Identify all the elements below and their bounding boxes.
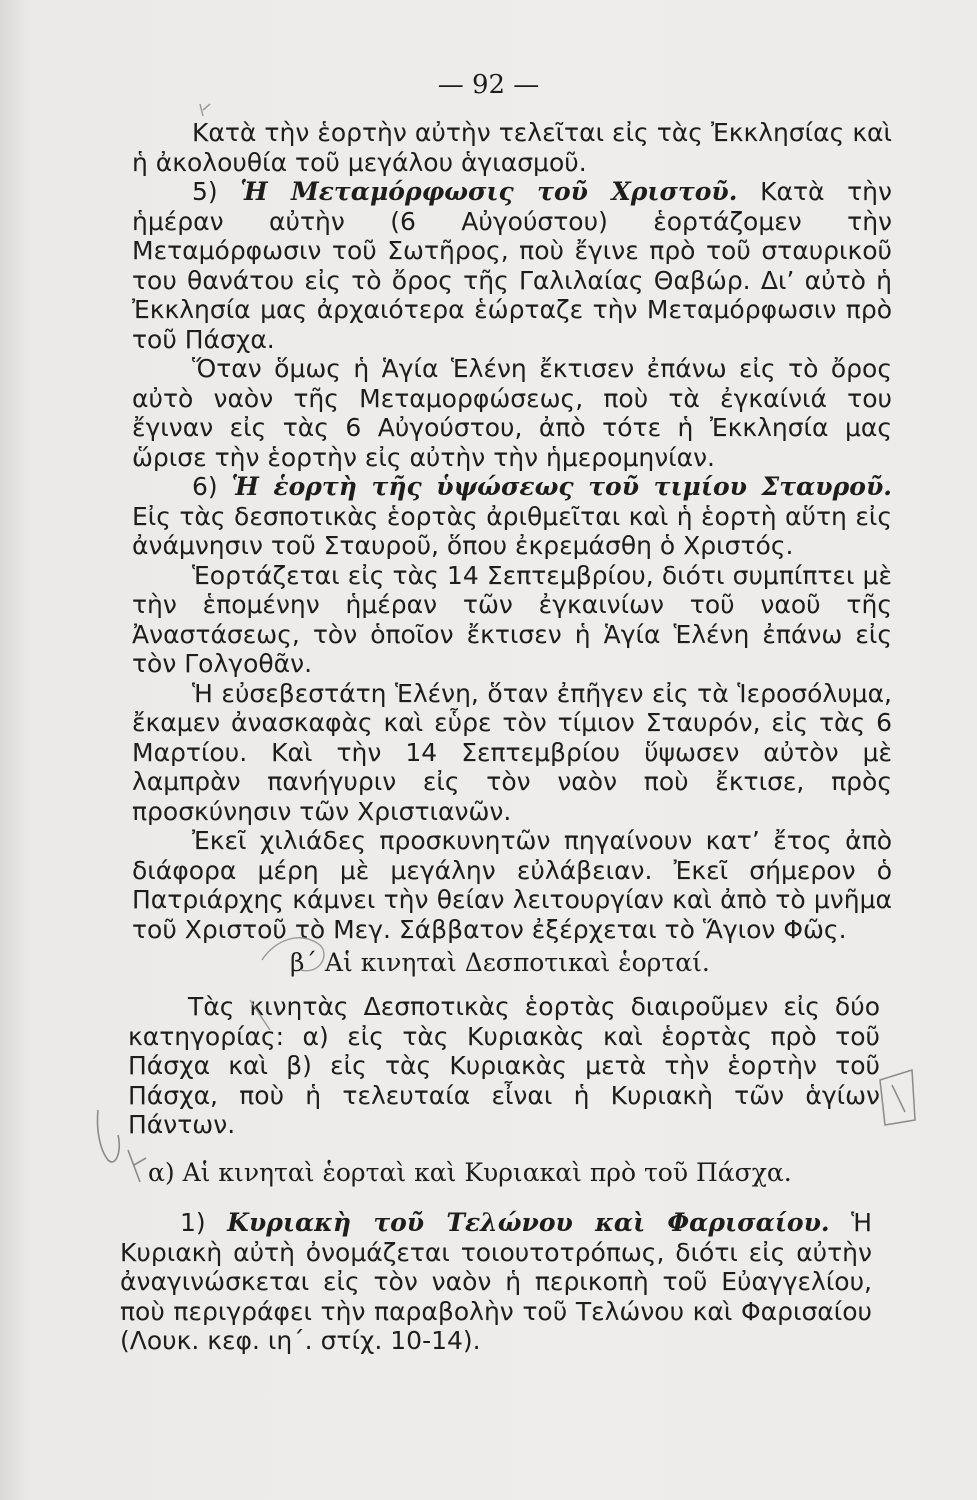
- section-b-heading: β΄ Αἱ κινηταὶ Δεσποτικαὶ ἑορταί.: [290, 948, 710, 977]
- paragraph-5: Ἑορτάζεται εἰς τὰς 14 Σεπτεμβρίου, διότι συμπίπτει μὲ τὴν ἑπομένην ἡμέραν τῶν ἐγκαινίων τοῦ ναοῦ τῆς Ἀναστάσεως, τὸν ὁποῖον ἔκτισεν ἡ Ἁγία Ἑλένη ἐπάνω εἰς τὸν Γολγοθᾶν.: [132, 560, 892, 678]
- paragraph-6: Ἡ εὐσεβεστάτη Ἑλένη, ὅταν ἐπῆγεν εἰς τὰ Ἱεροσόλυμα, ἔκαμεν ἀνασκαφὰς καὶ εὗρε τὸν τίμιον Σταυρόν, εἰς τὰς 6 Μαρτίου. Καὶ τὴν 14 Σεπτεμβρίου ὕψωσεν αὐτὸν μὲ λαμπρὰν πανήγυριν εἰς τὸν ναὸν ποὺ ἔκτισε, πρὸς προσκύνησιν τῶν Χριστιανῶν.: [132, 678, 892, 826]
- paragraph-body: Εἰς τὰς δεσποτικὰς ἑορτὰς ἀριθμεῖται καὶ ἡ ἑορτὴ αὕτη εἰς ἀνάμνησιν τοῦ Σταυροῦ, ὅπου ἐκρεμάσθη ὁ Χριστός.: [132, 501, 892, 560]
- paragraph-body: Ἡ Κυριακὴ αὐτὴ ὀνομάζεται τοιουτοτρόπως, διότι εἰς αὐτὴν ἀναγινώσκεται εἰς τὸν ναὸν ἡ περικοπὴ τοῦ Εὐαγγελίου, ποὺ περιγράφει τὴν παραβολὴν τοῦ Τελώνου καὶ Φαρισαίου (Λουκ. κεφ. ιη΄. στίχ. 10-14).: [120, 1208, 872, 1355]
- item-label: 1): [180, 1208, 228, 1237]
- paragraph-body: Κατὰ τὴν ἡμέραν αὐτὴν (6 Αὐγούστου) ἑορτάζομεν τὴν Μεταμόρφωσιν τοῦ Σωτῆρος, ποὺ ἔγινε πρὸ τοῦ σταυρικοῦ του θανάτου εἰς τὸ ὄρος τῆς Γαλιλαίας Θαβώρ. Δι’ αὐτὸ ἡ Ἐκκλησία μας ἀρχαιότερα ἑώρταζε τὴν Μεταμόρφωσιν πρὸ τοῦ Πάσχα.: [132, 177, 892, 354]
- pencil-mark-top: [200, 104, 210, 116]
- section-a-heading-block: [148, 1158, 888, 1188]
- paragraph-title: Ἡ Μεταμόρφωσις τοῦ Χριστοῦ.: [240, 177, 738, 206]
- final-paragraph: [120, 1208, 872, 1356]
- pencil-mark-margin-left-2: [128, 1150, 146, 1182]
- paragraph-7: Ἐκεῖ χιλιάδες προσκυνητῶν πηγαίνουν κατ’ ἔτος ἀπὸ διάφορα μέρη μὲ μεγάλην εὐλάβειαν. Ἐκεῖ σήμερον ὁ Πατριάρχης κάμνει τὴν θείαν λειτουργίαν καὶ ἀπὸ τὸ μνῆμα τοῦ Χριστοῦ τὸ Μεγ. Σάββατον ἐξέρχεται τὸ Ἅγιον Φῶς.: [132, 826, 892, 944]
- section-b-heading-block: [290, 948, 890, 978]
- pencil-mark-right: [880, 1070, 915, 1125]
- section-b-paragraph: Τὰς κινητὰς Δεσποτικὰς ἑορτὰς διαιροῦμεν εἰς δύο κατηγορίας: α) εἰς τὰς Κυριακὰς καὶ ἑορτὰς πρὸ τοῦ Πάσχα καὶ β) εἰς τὰς Κυριακὰς μετὰ τὴν ἑορτὴν τοῦ Πάσχα, ποὺ ἡ τελευταία εἶναι ἡ Κυριακὴ τῶν ἁγίων Πάντων.: [128, 992, 880, 1139]
- paragraph-4: [132, 472, 892, 561]
- paragraph-2: [132, 177, 892, 354]
- item-label: 6): [192, 472, 232, 501]
- pencil-mark-margin-left: [97, 1110, 119, 1162]
- final-text-block: [120, 1208, 872, 1356]
- page-number: — 92 —: [437, 70, 540, 100]
- paragraph-title: Ἡ ἑορτὴ τῆς ὑψώσεως τοῦ τιμίου Σταυροῦ.: [231, 472, 892, 501]
- paragraph-3: Ὅταν ὅμως ἡ Ἁγία Ἑλένη ἔκτισεν ἐπάνω εἰς τὸ ὄρος αὐτὸ ναὸν τῆς Μεταμορφώσεως, ποὺ τὰ ἐγκαίνιά του ἔγιναν εἰς τὰς 6 Αὐγούστου, ἀπὸ τότε ἡ Ἐκκλησία μας ὥρισε τὴν ἑορτὴν εἰς αὐτὴν τὴν ἡμερομηνίαν.: [132, 354, 892, 472]
- item-label: 5): [192, 177, 241, 206]
- section-a-heading: α) Αἱ κινηταὶ ἑορταὶ καὶ Κυριακαὶ πρὸ τοῦ Πάσχα.: [148, 1158, 792, 1187]
- paragraph-1: Κατὰ τὴν ἑορτὴν αὐτὴν τελεῖται εἰς τὰς Ἐκκλησίας καὶ ἡ ἀκολουθία τοῦ μεγάλου ἁγιασμοῦ.: [132, 118, 892, 177]
- top-text-block: [132, 118, 892, 944]
- paragraph-title: Κυριακὴ τοῦ Τελώνου καὶ Φαρισαίου.: [227, 1208, 830, 1237]
- section-b-text-block: [128, 992, 880, 1140]
